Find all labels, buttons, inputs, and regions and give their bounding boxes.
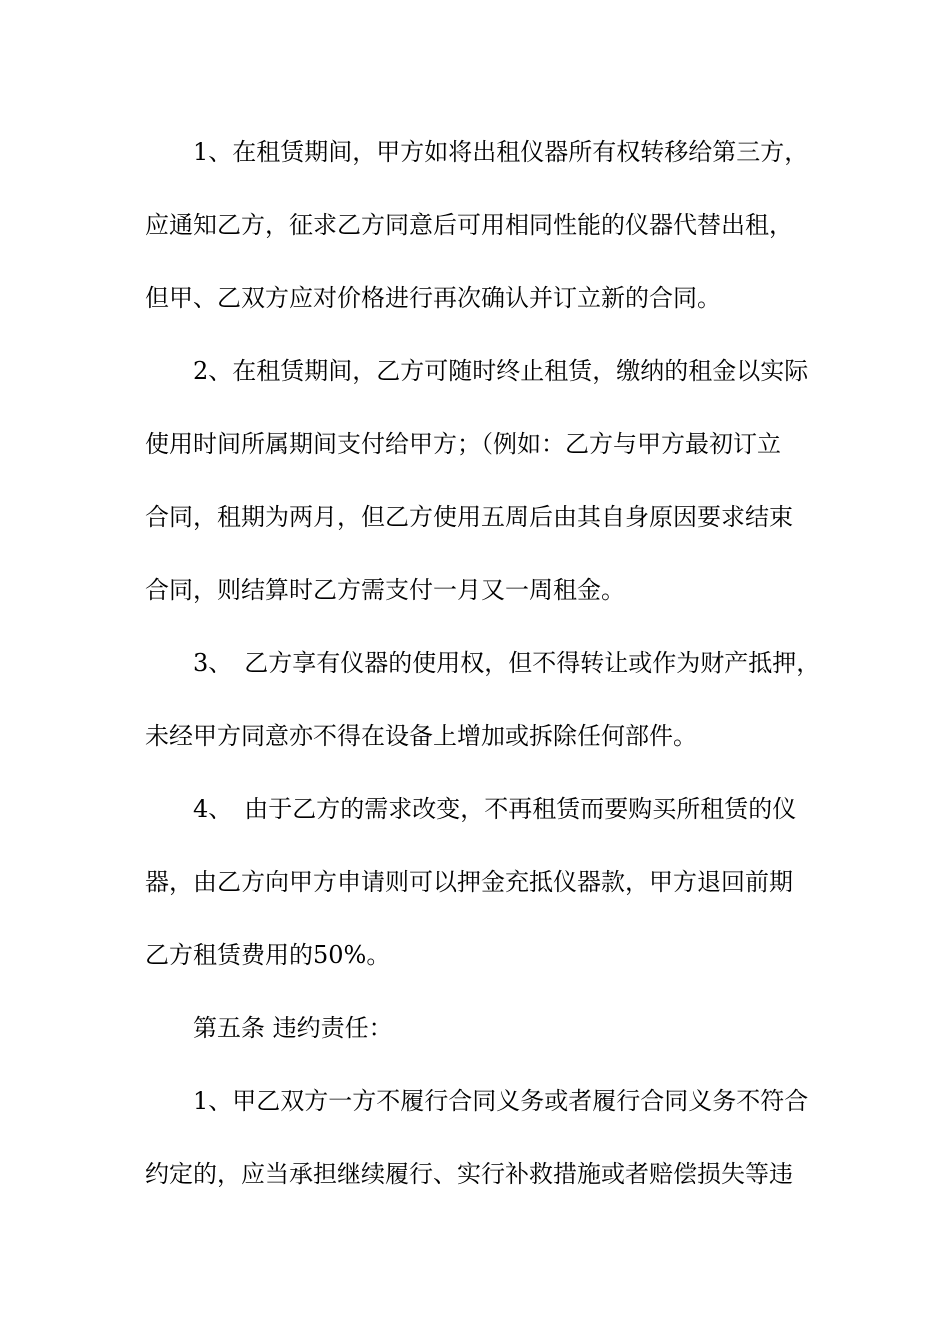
clause-line: 1、在租赁期间，甲方如将出租仪器所有权转移给第三方， [193, 138, 809, 166]
clause-line: 1、甲乙双方一方不履行合同义务或者履行合同义务不符合 [193, 1087, 809, 1115]
document-body [145, 128, 821, 1223]
clause-line: 3、 乙方享有仪器的使用权，但不得转让或作为财产抵押， [193, 649, 821, 677]
clause-line: 合同，则结算时乙方需支付一月又一周租金。 [145, 576, 625, 604]
clause-line: 器，由乙方向甲方申请则可以押金充抵仪器款，甲方退回前期 [145, 868, 793, 896]
section-heading: 第五条 违约责任： [193, 1014, 393, 1042]
clause-line: 但甲、乙双方应对价格进行再次确认并订立新的合同。 [145, 284, 721, 312]
clause-line: 2、在租赁期间，乙方可随时终止租赁，缴纳的租金以实际 [193, 357, 809, 385]
clause-line: 乙方租赁费用的50%。 [145, 941, 391, 969]
clause-line: 4、 由于乙方的需求改变，不再租赁而要购买所租赁的仪 [193, 795, 797, 823]
clause-line: 合同，租期为两月，但乙方使用五周后由其自身原因要求结束 [145, 503, 793, 531]
clause-line: 使用时间所属期间支付给甲方；（例如：乙方与甲方最初订立 [145, 430, 781, 458]
clause-line: 约定的，应当承担继续履行、实行补救措施或者赔偿损失等违 [145, 1160, 793, 1188]
clause-line: 应通知乙方，征求乙方同意后可用相同性能的仪器代替出租， [145, 211, 793, 239]
clause-line: 未经甲方同意亦不得在设备上增加或拆除任何部件。 [145, 722, 697, 750]
